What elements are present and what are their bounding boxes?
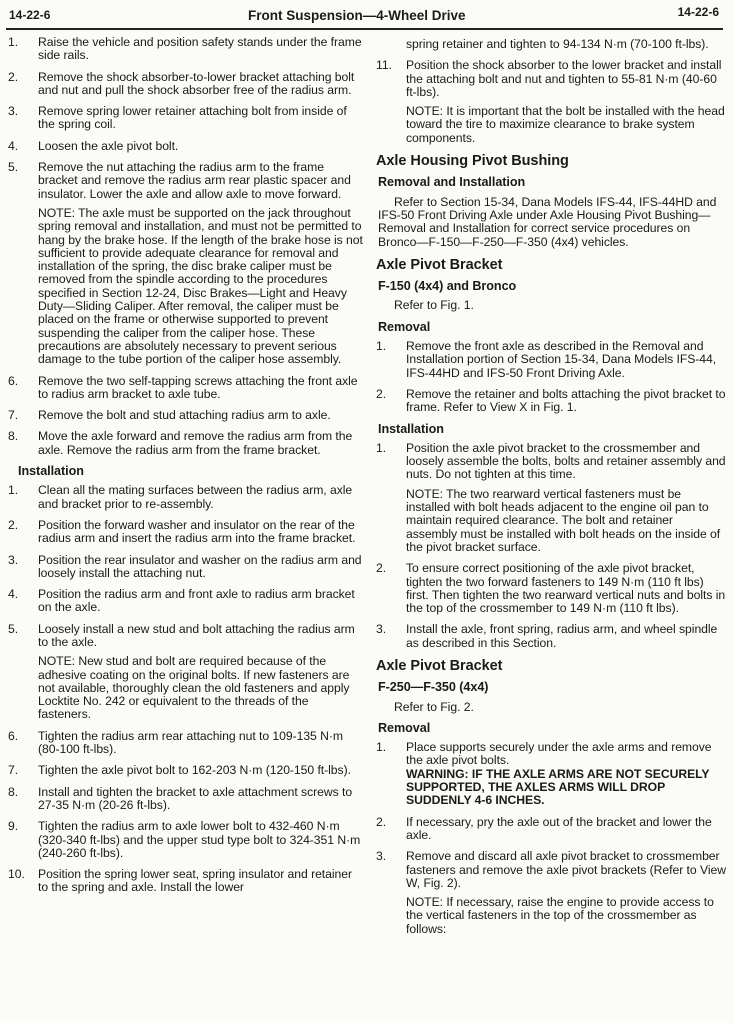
list-item: 6. Remove the two self-tapping screws attaching the front axle to radius arm bracket to axle tube. [8,373,358,401]
note-text: NOTE: New stud and bolt are required because of the adhesive coating on the original bolts. If new fasteners are not available, thoroughly clean the old fasteners and apply Locktite No. 242 or equivalent to the threads of the fasteners. [38,654,350,722]
page-header [0,0,733,30]
section-subheading: Removal and Installation [378,175,526,190]
list-item: 3. Install the axle, front spring, radius arm, and wheel spindle as described in this Section. [376,622,718,650]
section-heading: Axle Pivot Bracket [376,256,503,273]
list-item: 2. If necessary, pry the axle out of the bracket and lower the axle. [376,814,712,842]
section-subheading: Installation [18,464,84,479]
section-subheading: Removal [378,319,431,334]
list-item: 10. Position the spring lower seat, spring insulator and retainer to the spring and axle. Install the lower [8,867,352,895]
right-column [374,38,726,944]
section-subheading: F-250—F-350 (4x4) [378,680,489,695]
header-rule [6,28,723,30]
page-number-right: 14-22-6 [677,5,719,19]
list-item: 1. Remove the front axle as described in the Removal and Installation portion of Section 15-34, Dana Models IFS-44, IFS-44HD and IFS-50 Front Driving Axle. [376,339,717,380]
section-subheading: Removal [378,720,431,735]
list-item: 4. Loosen the axle pivot bolt. [8,138,179,153]
list-item: 1. Clean all the mating surfaces between the radius arm, axle and bracket prior to re-assembly. [8,483,353,511]
list-item: 8. Install and tighten the bracket to axle attachment screws to 27-35 N·m (20-26 ft-lbs). [8,784,353,812]
list-item: 3. Remove and discard all axle pivot bracket to crossmember fasteners and remove the axle pivot brackets (Refer to View W, Fig. 2). NOTE: If necessary, raise the engine to provide access to the vertical fasteners in the top of the crossmember as follows: [376,849,726,936]
continued-text: spring retainer and tighten to 94-134 N·m (70-100 ft-lbs). [406,37,709,51]
list-item: 1. Raise the vehicle and position safety stands under the frame side rails. [8,35,362,63]
list-item: 7. Remove the bolt and stud attaching radius arm to axle. [8,408,331,423]
section-subheading: F-150 (4x4) and Bronco [378,279,517,294]
list-item: 4. Position the radius arm and front axle to radius arm bracket on the axle. [8,587,355,615]
warning-text: WARNING: IF THE AXLE ARMS ARE NOT SECURELY SUPPORTED, THE AXLES ARMS WILL DROP SUDDENLY 4-6 INCHES. [406,766,710,808]
list-item: 2. Remove the shock absorber-to-lower bracket attaching bolt and nut and pull the shock absorber free of the radius arm. [8,69,355,97]
figure-reference: Refer to Fig. 1. [394,298,474,313]
note-text: NOTE: The two rearward vertical fasteners must be installed with bolt heads adjacent to the engine oil pan to maintain required clearance. The bolt and retainer assembly must be installed with bolt heads on the inside of the pivot bracket surface. [406,486,721,554]
page-number-left: 14-22-6 [9,8,51,22]
list-item: 3. Position the rear insulator and washer on the radius arm and loosely install the attaching nut. [8,552,362,580]
note-text: NOTE: The axle must be supported on the jack throughout spring removal and installation, and must not be permitted to hang by the brake hose. If the length of the brake hose is not sufficient to provide adequate clearance for removal and installation of the spring, the disc brake caliper must be removed from the spindle according to the procedures specified in Section 12-24, Disc Brakes—Light and Heavy Duty—Sliding Caliper. After removal, the caliper must be placed on the frame or otherwise supported to prevent suspending the caliper from the caliper hose. These precautions are absolutely necessary to prevent serious damage to the tube portion of the caliper hose assembly. [38,205,363,367]
section-heading: Axle Housing Pivot Bushing [376,153,569,170]
paragraph: Refer to Section 15-34, Dana Models IFS-44, IFS-44HD and IFS-50 Front Driving Axle under Axle Housing Pivot Bushing—Removal and Installation for correct service procedures on Bronco—F-150—F-250—F-350 (4x4) vehicles. [378,194,717,249]
list-item: 7. Tighten the axle pivot bolt to 162-203 N·m (120-150 ft-lbs). [8,763,351,778]
section-heading: Axle Pivot Bracket [376,657,503,674]
left-column [6,36,364,903]
section-subheading: Installation [378,421,444,436]
list-item: 2. Position the forward washer and insulator on the rear of the radius arm and insert the radius arm into the frame bracket. [8,517,356,546]
list-item: 11. Position the shock absorber to the lower bracket and install the attaching bolt and nut and tighten to 55-81 N·m (40-60 ft-lbs). NOTE: It is important that the bolt be installed with the head toward the tire to maximize clearance to brake system components. [376,58,725,145]
list-item: 8. Move the axle forward and remove the radius arm from the axle. Remove the radius arm from the frame bracket. [8,429,353,457]
list-item: 5. Loosely install a new stud and bolt attaching the radius arm to the axle. NOTE: New stud and bolt are required because of the adhesive coating on the original bolts. If new fasteners are not available, thoroughly clean the old fasteners and apply Locktite No. 242 or equivalent to the threads of the fasteners. [6,623,364,722]
list-item: 2. To ensure correct positioning of the axle pivot bracket, tighten the two forward fasteners to 149 N·m (110 ft lbs) first. Then tighten the two rearward vertical nuts and bolts in the top of the crossmember to 149 N·m (110 ft lbs). [376,561,726,616]
list-item: 1. Position the axle pivot bracket to the crossmember and loosely assemble the bolts, bolts and retainer assembly and nuts. Do not tighten at this time. NOTE: The two rearward vertical fasteners must be installed with bolt heads adjacent to the engine oil pan to maintain required clearance. The bolt and retainer assembly must be installed with bolt heads on the inside of the pivot bracket surface. [376,440,726,554]
list-item: 6. Tighten the radius arm rear attaching nut to 109-135 N·m (80-100 ft-lbs). [8,728,343,757]
list-item: 2. Remove the retainer and bolts attaching the pivot bracket to frame. Refer to View X in Fig. 1. [376,386,726,415]
list-item: 9. Tighten the radius arm to axle lower bolt to 432-460 N·m (320-340 ft-lbs) and the upper stud type bolt to 324-351 N·m (240-260 ft-lbs). [8,819,361,860]
note-text: NOTE: It is important that the bolt be installed with the head toward the tire to maximize clearance to brake system components. [406,104,725,145]
list-item: 1. Place supports securely under the axle arms and remove the axle pivot bolts. WARNING: IF THE AXLE ARMS ARE NOT SECURELY SUPPORTED, THE AXLES ARMS WILL DROP SUDDENLY 4-6 INCHES. [374,741,726,807]
list-item: 3. Remove spring lower retainer attaching bolt from inside of the spring coil. [8,104,347,132]
page-title: Front Suspension—4-Wheel Drive [248,8,466,23]
note-text: NOTE: If necessary, raise the engine to provide access to the vertical fasteners in the top of the crossmember as follows: [406,895,714,936]
figure-reference: Refer to Fig. 2. [394,699,474,714]
list-item: 5. Remove the nut attaching the radius arm to the frame bracket and remove the radius arm rear plastic spacer and insulator. Lower the axle and allow axle to move forward. NOTE: The axle must be supported on the jack throughout spring removal and installation, and must not be permitted to hang by the brake hose. If the length of the brake hose is not sufficient to provide adequate clearance for removal and installation of the spring, the disc brake caliper must be removed from the spindle according to the procedures specified in Section 12-24, Disc Brakes—Light and Heavy Duty—Sliding Caliper. After removal, the caliper must be placed on the frame or otherwise supported to prevent suspending the caliper from the caliper hose. These precautions are absolutely necessary to prevent serious damage to the tube portion of the caliper hose assembly. [8,160,363,367]
